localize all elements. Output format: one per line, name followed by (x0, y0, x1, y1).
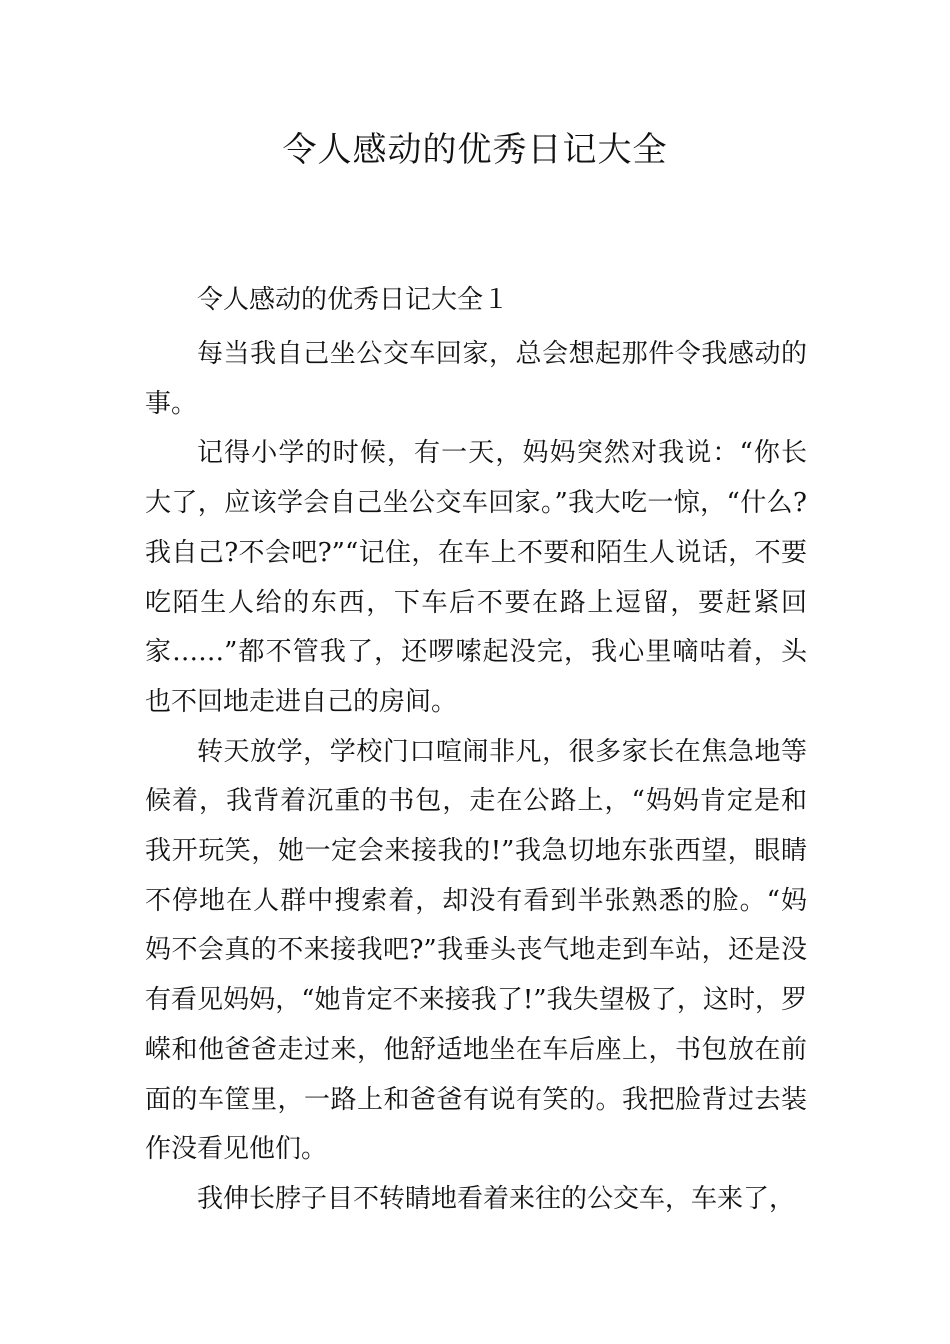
paragraph-3: 转天放学，学校门口喧闹非凡，很多家长在焦急地等候着，我背着沉重的书包，走在公路上，“妈妈肯定是和我开玩笑，她一定会来接我的!”我急切地东张西望，眼睛不停地在人群中搜索着，却没有看到半张熟悉的脸。“妈妈不会真的不来接我吧?”我垂头丧气地走到车站，还是没有看见妈妈，“她肯定不来接我了!”我失望极了，这时，罗嵘和他爸爸走过来，他舒适地坐在车后座上，书包放在前面的车筐里，一路上和爸爸有说有笑的。我把脸背过去装作没看见他们。 (145, 736, 807, 1165)
paragraph-4: 我伸长脖子目不转睛地看着来往的公交车，车来了， (197, 1183, 796, 1214)
paragraph-1: 每当我自己坐公交车回家，总会想起那件令我感动的事。 (145, 339, 807, 419)
section-heading: 令人感动的优秀日记大全１ (197, 285, 510, 315)
document-title: 令人感动的优秀日记大全 (282, 130, 668, 170)
document-body (145, 280, 807, 1225)
paragraph-2: 记得小学的时候，有一天，妈妈突然对我说：“你长大了，应该学会自己坐公交车回家。”我大吃一惊，“什么?我自己?不会吧?”“记住，在车上不要和陌生人说话，不要吃陌生人给的东西，下车后不要在路上逗留，要赶紧回家……”都不管我了，还啰嗦起没完，我心里嘀咕着，头也不回地走进自己的房间。 (145, 438, 807, 717)
